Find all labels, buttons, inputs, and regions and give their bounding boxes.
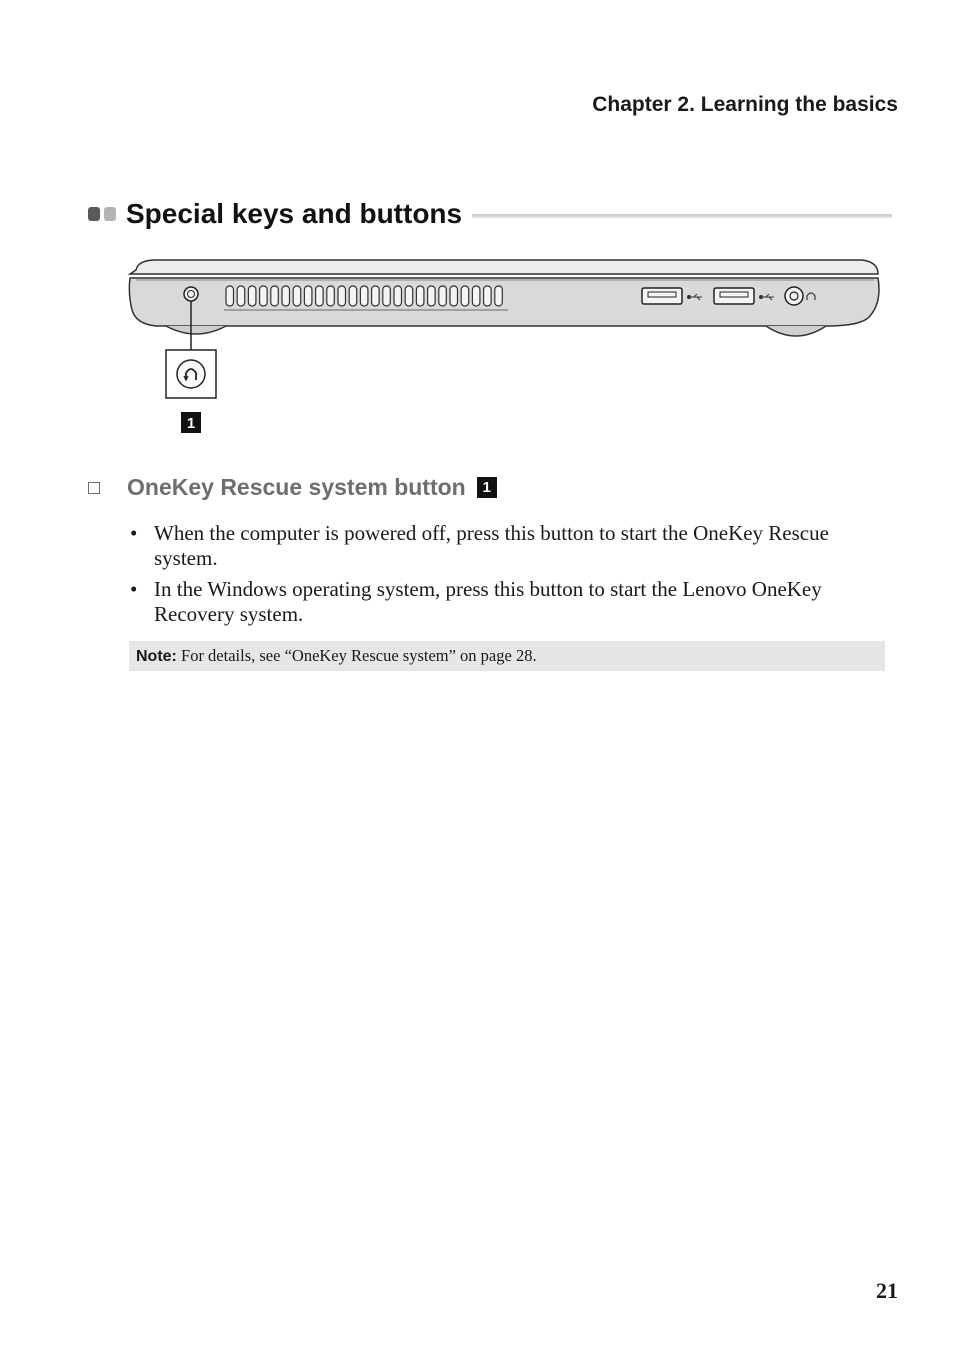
page-number: 21 — [876, 1278, 898, 1303]
vent-slot — [428, 286, 436, 306]
laptop-foot-left — [166, 326, 226, 334]
vent-slot — [282, 286, 290, 306]
list-item: • When the computer is powered off, press this button to start the OneKey Rescue system. — [130, 521, 890, 571]
note-text: For details, see “OneKey Rescue system” on page 28. — [176, 646, 537, 665]
note-label: Note: — [136, 648, 177, 665]
section-title: Special keys and buttons — [126, 198, 463, 229]
onekey-button-hole — [184, 287, 198, 301]
onekey-rescue-icon — [177, 360, 205, 388]
section-heading — [88, 194, 892, 234]
laptop-foot-right — [766, 326, 826, 336]
vent-slot — [461, 286, 469, 306]
vent-slot — [293, 286, 301, 306]
square-bullet-icon — [88, 482, 100, 494]
subsection-heading — [88, 474, 497, 501]
air-vent-slots — [226, 286, 502, 306]
vent-slot — [495, 286, 503, 306]
vent-slot — [383, 286, 391, 306]
laptop-side-view-illustration — [126, 252, 882, 438]
vent-slot — [416, 286, 424, 306]
vent-slot — [439, 286, 447, 306]
bullet-list — [130, 521, 890, 633]
heading-dot-light — [104, 207, 116, 221]
vent-slot — [484, 286, 492, 306]
note-box — [129, 641, 885, 671]
callout-number: 1 — [186, 415, 196, 432]
vent-slot — [372, 286, 380, 306]
vent-slot — [260, 286, 268, 306]
vent-slot — [316, 286, 324, 306]
list-item: • In the Windows operating system, press this button to start the Lenovo OneKey Recovery system. — [130, 577, 890, 627]
vent-slot — [450, 286, 458, 306]
vent-slot — [304, 286, 312, 306]
vent-slot — [394, 286, 402, 306]
vent-slot — [338, 286, 346, 306]
vent-slot — [405, 286, 413, 306]
heading-dots-icon — [88, 207, 116, 221]
vent-slot — [360, 286, 368, 306]
subsection-title: OneKey Rescue system button — [127, 474, 466, 500]
vent-slot — [237, 286, 245, 306]
laptop-lid-edge — [130, 260, 878, 274]
vent-slot — [271, 286, 279, 306]
vent-slot — [349, 286, 357, 306]
heading-rule — [472, 214, 892, 218]
vent-slot — [248, 286, 256, 306]
chapter-header: Chapter 2. Learning the basics — [592, 93, 898, 116]
vent-slot — [327, 286, 335, 306]
subsection-callout-badge: 1 — [477, 477, 497, 498]
heading-dot-dark — [88, 207, 100, 221]
vent-slot — [472, 286, 480, 306]
vent-slot — [226, 286, 234, 306]
audio-jack — [785, 287, 803, 305]
